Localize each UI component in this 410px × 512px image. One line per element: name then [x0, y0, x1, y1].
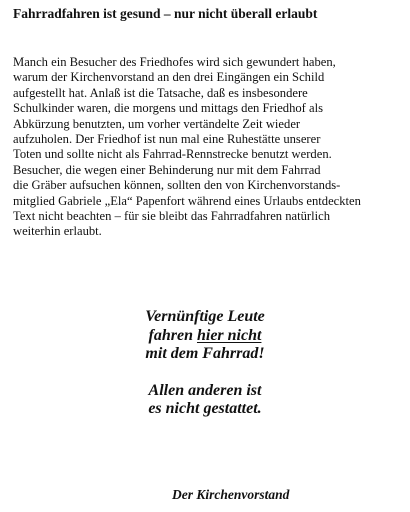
- body-line: Besucher, die wegen einer Behinderung nur mit dem Fahrrad: [13, 162, 321, 177]
- body-line: Schulkinder waren, die morgens und mittags den Friedhof als: [13, 101, 324, 116]
- body-line: Text nicht beachten – für sie bleibt das Fahrradfahren natürlich: [13, 209, 330, 224]
- article-headline: Fahrradfahren ist gesund – nur nicht überall erlaubt: [13, 6, 318, 21]
- notice-line-5: es nicht gestattet.: [148, 400, 262, 417]
- notice-line-2-start: fahren: [148, 326, 197, 344]
- body-line: warum der Kirchenvorstand an den drei Eingängen ein Schild: [13, 70, 325, 85]
- body-line: aufzuholen. Der Friedhof ist nun mal eine Ruhestätte unserer: [13, 132, 321, 147]
- notice-spacer: [0, 364, 410, 382]
- body-line: mitglied Gabriele „Ela“ Papenfort während eines Urlaubs entdeckten: [13, 193, 361, 208]
- notice-line-1: Vernünftige Leute: [145, 308, 265, 325]
- body-line: Manch ein Besucher des Friedhofes wird sich gewundert haben,: [13, 55, 336, 69]
- body-line: weiterhin erlaubt.: [13, 224, 102, 239]
- body-line: Toten und sollte nicht als Fahrrad-Rennstrecke benutzt werden.: [13, 147, 332, 162]
- body-line: Abkürzung benutzten, um vorher vertändelte Zeit wieder: [13, 116, 301, 131]
- notice-underlined-text: hier nicht: [196, 326, 262, 344]
- signature: Der Kirchenvorstand: [172, 487, 290, 502]
- notice-line-3: mit dem Fahrrad!: [145, 345, 265, 362]
- notice-text: [0, 308, 410, 419]
- body-line: aufgestellt hat. Anlaß ist die Tatsache, daß es insbesondere: [13, 85, 308, 100]
- article-body: [13, 55, 405, 240]
- body-line: die Gräber aufsuchen können, sollten den von Kirchenvorstands-: [13, 178, 341, 193]
- notice-line-2: [0, 327, 410, 346]
- notice-line-4: Allen anderen ist: [148, 381, 262, 399]
